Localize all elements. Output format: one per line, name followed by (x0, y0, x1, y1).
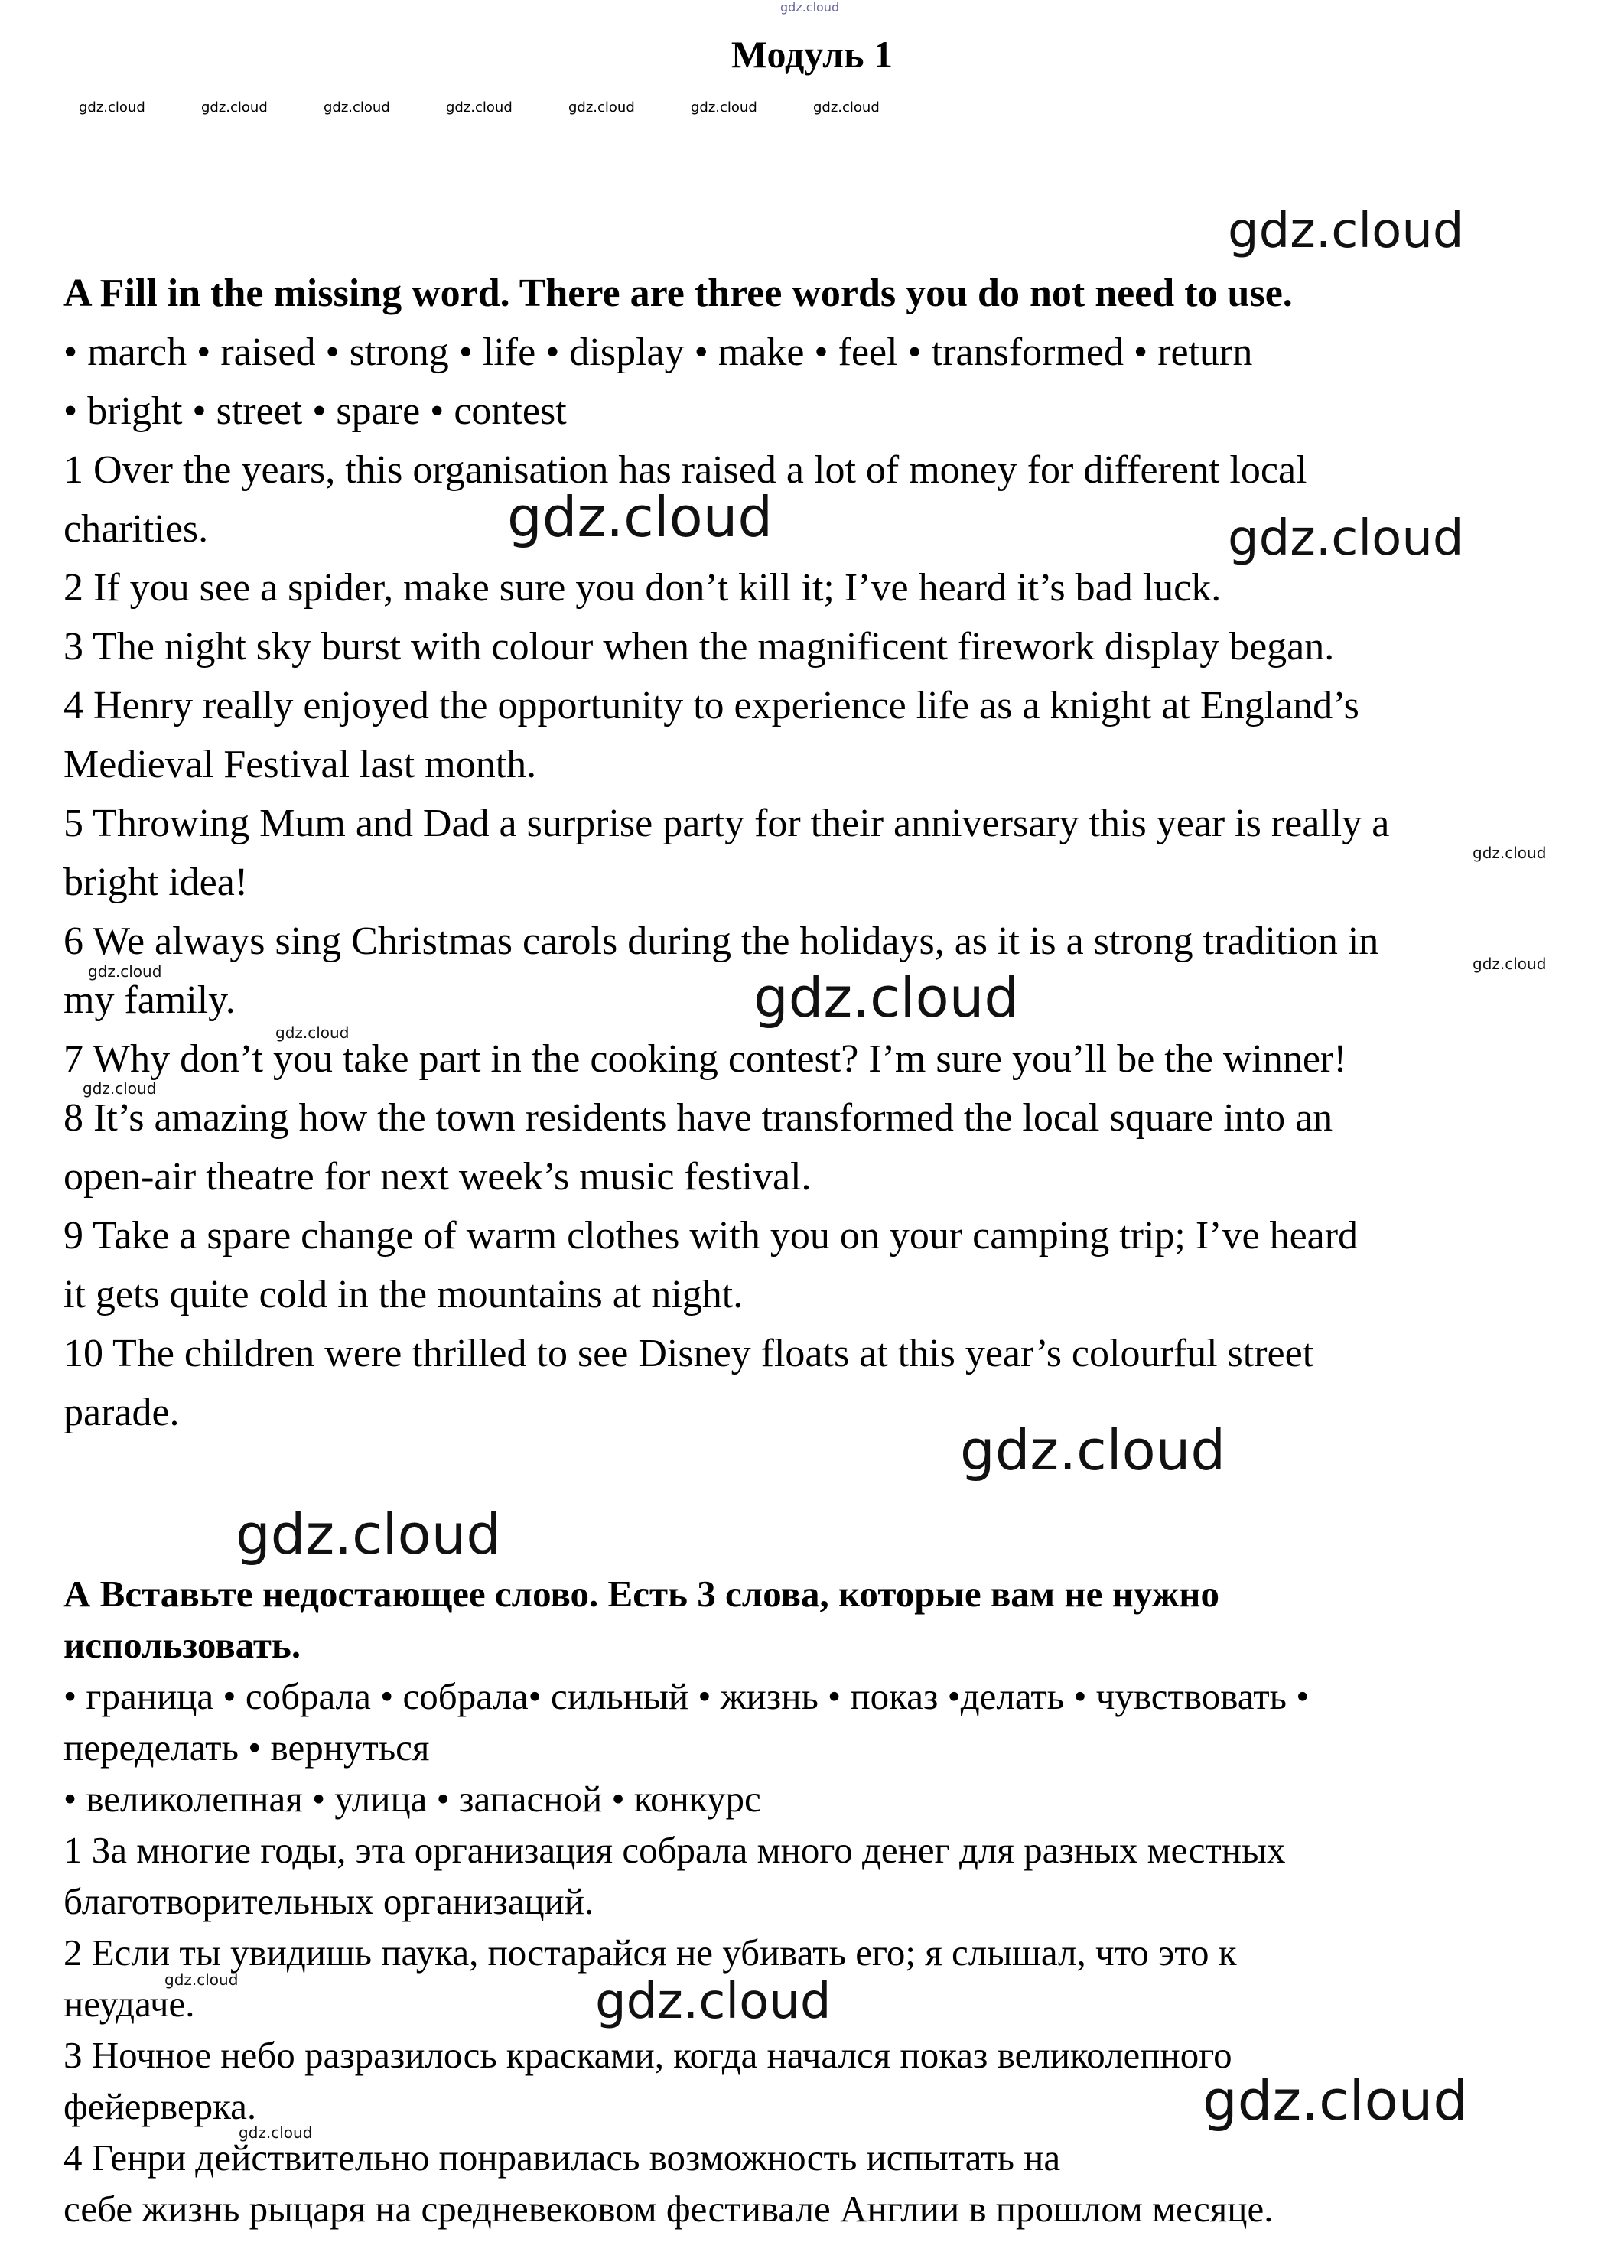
english-answer-line: charities. (63, 507, 209, 551)
small-watermark: gdz.cloud (568, 99, 635, 116)
small-watermark: gdz.cloud (446, 99, 513, 116)
watermark: gdz.cloud (236, 1502, 502, 1567)
watermark: gdz.cloud (239, 2123, 313, 2142)
english-answer-line: 6 We always sing Christmas carols during the holidays, as it is a strong tradition in (63, 919, 1379, 963)
english-answer-line: 4 Henry really enjoyed the opportunity to experience life as a knight at England’s (63, 684, 1359, 727)
russian-word-bank-line: • граница • собрала • собрала• сильный • жизнь • показ •делать • чувствовать • (63, 1675, 1310, 1717)
russian-answer-line: благотворительных организаций. (63, 1880, 594, 1922)
watermark: gdz.cloud (960, 1418, 1226, 1482)
page-title: Модуль 1 (731, 33, 893, 76)
russian-word-bank-line: переделать • вернуться (63, 1726, 430, 1769)
russian-answer-line: неудаче. (63, 1983, 195, 2025)
russian-answer-line: себе жизнь рыцаря на средневековом фестивале Англии в прошлом месяце. (63, 2188, 1274, 2230)
watermark: gdz.cloud (275, 1023, 350, 1042)
english-answer-line: parade. (63, 1391, 180, 1434)
english-answer-line: open-air theatre for next week’s music festival. (63, 1155, 812, 1199)
english-answer-line: 9 Take a spare change of warm clothes with you on your camping trip; I’ve heard (63, 1214, 1359, 1258)
small-watermark: gdz.cloud (201, 99, 268, 116)
watermark: gdz.cloud (1228, 203, 1464, 259)
english-answer-line: 3 The night sky burst with colour when the magnificent firework display began. (63, 625, 1335, 669)
english-answer-line: 10 The children were thrilled to see Disney floats at this year’s colourful street (63, 1332, 1314, 1375)
russian-answer-line: 4 Генри действительно понравилась возможность испытать на (63, 2136, 1061, 2179)
russian-answer-line: фейерверка. (63, 2085, 257, 2127)
watermark: gdz.cloud (753, 965, 1020, 1030)
small-watermark: gdz.cloud (813, 99, 880, 116)
small-watermark-row (0, 99, 1624, 118)
watermark: gdz.cloud (1473, 844, 1547, 862)
russian-word-bank-line: • великолепная • улица • запасной • конкурс (63, 1778, 761, 1820)
watermark: gdz.cloud (88, 962, 162, 981)
english-answer-line: 1 Over the years, this organisation has raised a lot of money for different local (63, 448, 1307, 492)
english-answer-line: 2 If you see a spider, make sure you don’t kill it; I’ve heard it’s bad luck. (63, 566, 1222, 610)
watermark: gdz.cloud (83, 1079, 157, 1098)
russian-heading: А Вставьте недостающее слово. Есть 3 слова, которые вам не нужно (63, 1573, 1219, 1615)
english-answer-line: 7 Why don’t you take part in the cooking contest? I’m sure you’ll be the winner! (63, 1037, 1347, 1081)
watermark: gdz.cloud (1203, 2068, 1469, 2133)
english-word-bank-line: • march • raised • strong • life • display • make • feel • transformed • return (63, 330, 1253, 374)
russian-answer-line: 1 За многие годы, эта организация собрала много денег для разных местных (63, 1829, 1286, 1871)
small-watermark: gdz.cloud (79, 99, 145, 116)
watermark: gdz.cloud (1228, 510, 1464, 567)
top-watermark: gdz.cloud (780, 0, 840, 15)
russian-answer-line: 3 Ночное небо разразилось красками, когда начался показ великолепного (63, 2034, 1232, 2076)
english-answer-line: Medieval Festival last month. (63, 743, 537, 786)
russian-heading: использовать. (63, 1624, 301, 1666)
english-answer-line: it gets quite cold in the mountains at night. (63, 1273, 744, 1316)
watermark: gdz.cloud (1473, 955, 1547, 973)
english-answer-line: my family. (63, 978, 236, 1022)
watermark: gdz.cloud (595, 1974, 832, 2030)
small-watermark: gdz.cloud (691, 99, 757, 116)
english-answer-line: 5 Throwing Mum and Dad a surprise party for their anniversary this year is really a (63, 802, 1390, 845)
english-exercise (63, 264, 1593, 1442)
russian-answer-line: 2 Если ты увидишь паука, постарайся не убивать его; я слышал, что это к (63, 1931, 1237, 1974)
small-watermark: gdz.cloud (324, 99, 390, 116)
watermark: gdz.cloud (164, 1970, 239, 1989)
english-answer-line: bright idea! (63, 861, 249, 904)
english-heading: A Fill in the missing word. There are three words you do not need to use. (63, 272, 1293, 315)
english-word-bank-line: • bright • street • spare • contest (63, 389, 567, 433)
watermark: gdz.cloud (507, 485, 773, 549)
english-answer-line: 8 It’s amazing how the town residents have transformed the local square into an (63, 1096, 1333, 1140)
